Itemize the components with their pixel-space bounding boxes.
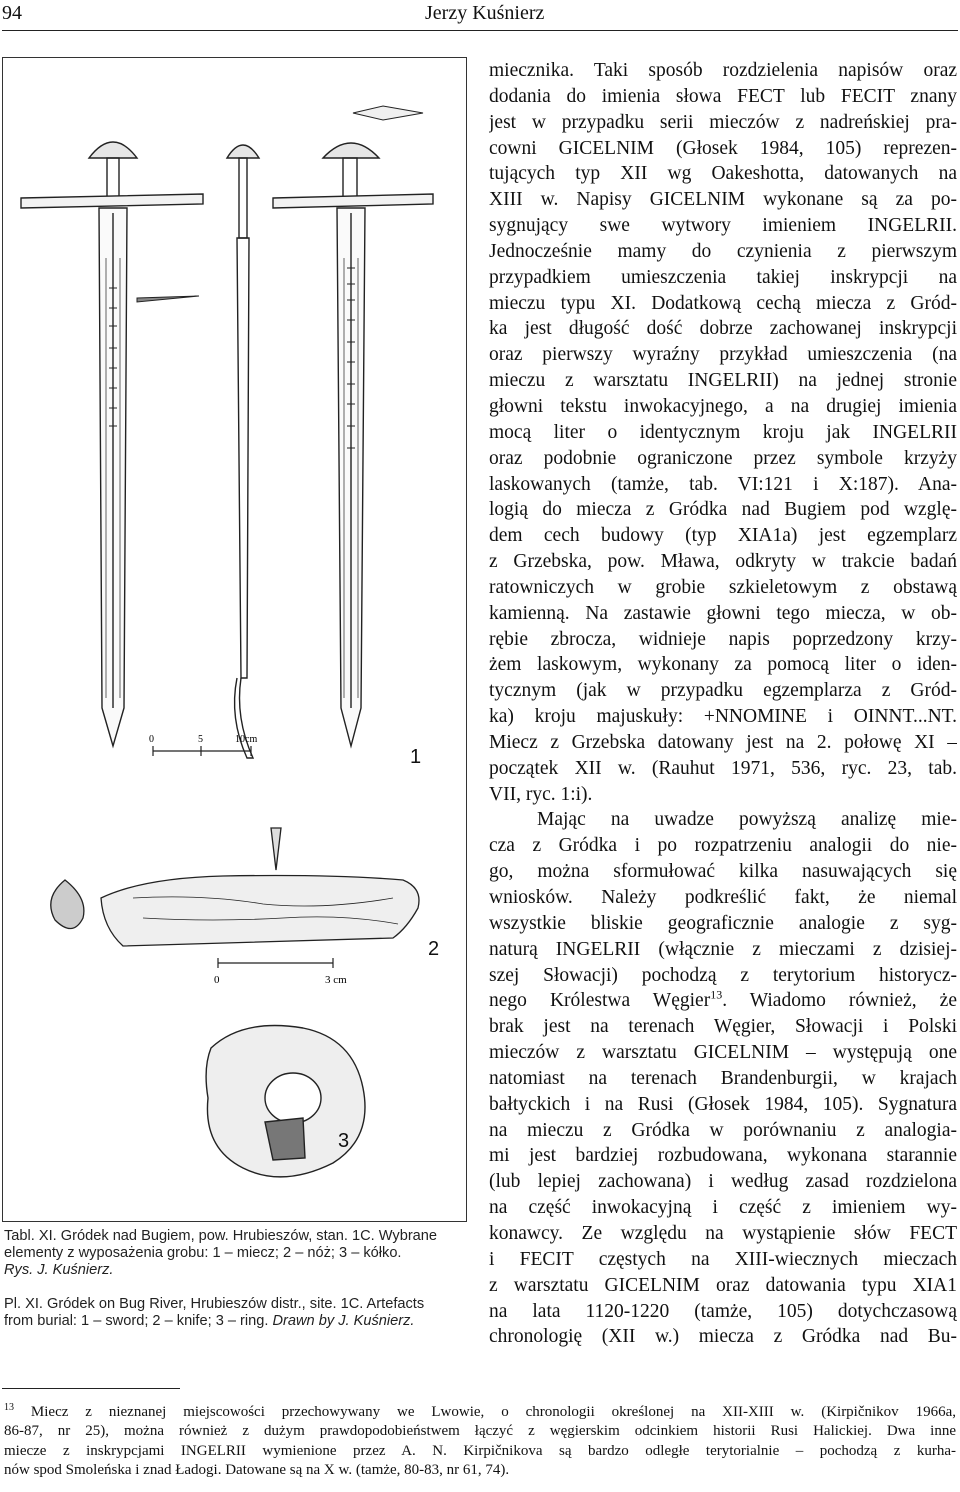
body-line: kamienną. Na zastawie głowni tego miecza, w ob-: [489, 602, 957, 624]
body-line: mi jest bardziej rozbudowana, wykonana starannie: [489, 1145, 957, 1167]
sword-drawing-left: [21, 142, 203, 746]
footnote-number: 13: [4, 1403, 14, 1413]
body-line: brak jest na terenach Węgier, Słowacji i Polski: [489, 1016, 957, 1038]
body-line: ratowniczych w grobie szkieletowym z obstawą: [489, 576, 957, 598]
body-line: ka) kroju majuskuły: +NNOMINE i OINNT...NT.: [489, 706, 957, 728]
scale-bar-knife: [218, 958, 333, 968]
footnote-rule: [2, 1388, 180, 1389]
figure-plate: [2, 57, 467, 1222]
artefact-drawings: [3, 58, 468, 1223]
ring-drawing: [206, 1026, 365, 1177]
body-line: mocą liter o identycznym kroju jak INGELRII: [489, 421, 957, 443]
body-line: Jednocześnie mamy do czynienia z pierwszym: [489, 240, 957, 262]
body-line: konawcy. Ze względu na wystąpienie słów FECT: [489, 1222, 957, 1244]
figure-caption-polish: [4, 1228, 464, 1279]
body-line: XIII w. Napisy GICELNIM wykonane są za po-: [489, 189, 957, 211]
body-line: rębie zbrocza, widnieje napis poprzedzony krzy-: [489, 628, 957, 650]
figure-label-3: 3: [338, 1130, 350, 1152]
body-text-column: [489, 58, 957, 1350]
body-line: Miecz z Grzebska datowany jest na 2. połowę XI –: [489, 731, 957, 753]
knife-drawing: [51, 828, 419, 946]
caption-pl-credit: Rys. J. Kuśnierz.: [4, 1262, 114, 1278]
body-line: żem laskowym, wykonany za pomocą liter o iden-: [489, 654, 957, 676]
footnote-line: nów spod Smoleńska i znad Ładogi. Datowane są na X w. (tamże, 80-83, nr 61, 74).: [4, 1461, 510, 1478]
body-line: bałtyckich i na Rusi (Głosek 1984, 105). Sygnatura: [489, 1093, 957, 1115]
body-line: naturą INGELRII (włącznie z mieczami z dzisiej-: [489, 938, 957, 960]
body-line: mieczu z warsztatu INGELRII) na jednej stronie: [489, 370, 957, 392]
body-line: dem cech budowy (typ XIA1a) jest egzemplarz: [489, 525, 957, 547]
body-line: chronologię (XII w.) miecza z Gródka nad Bu-: [489, 1326, 957, 1348]
body-line: cowni GICELNIM (Głosek 1984, 105) reprezen-: [489, 137, 957, 159]
body-line: cza z Gródka i po rozpatrzeniu analogii do nie-: [489, 835, 957, 857]
scale-bar-sword: [153, 746, 251, 756]
body-line: (lub lepiej zachowana) i według zasad rozdzielona: [489, 1171, 957, 1193]
running-header-author: Jerzy Kuśnierz: [425, 2, 545, 24]
body-line: z Grzebska, pow. Mława, odkryty w trakcie badań: [489, 551, 957, 573]
sword-drawing-edge: [227, 145, 259, 758]
body-line: go, można sformułować kilka nasuwających się: [489, 861, 957, 883]
caption-pl-line: Tabl. XI. Gródek nad Bugiem, pow. Hrubieszów, stan. 1C. Wybrane: [4, 1228, 438, 1244]
body-line: laskowanych (tamże, tab. VI:121 i X:187). Ana-: [489, 473, 957, 495]
body-line: tycznym (jak w przypadku egzemplarza z Gród-: [489, 680, 957, 702]
figure-label-2: 2: [428, 938, 440, 960]
body-line: przypadkiem umieszczenia takiej inskrypcji na: [489, 266, 957, 288]
pommel-section: [353, 106, 423, 120]
body-line: głowni tekstu inwokacyjnego, a na drugiej imienia: [489, 395, 957, 417]
body-line: mieczów z warsztatu GICELNIM – występują one: [489, 1042, 957, 1064]
footnote-13: [4, 1403, 956, 1480]
figure-caption-english: [4, 1296, 464, 1330]
caption-pl-line: elementy z wyposażenia grobu: 1 – miecz; 2 – nóż; 3 – kółko.: [4, 1245, 402, 1261]
blade-section: [137, 296, 199, 302]
header-rule: [2, 30, 958, 31]
body-line: wszystkie bliskie geograficznie analogie z syg-: [489, 912, 957, 934]
scale-label-10cm: 10cm: [235, 734, 258, 745]
body-line: na lata 1120-1220 (tamże, 105) dotychczasową: [489, 1300, 957, 1322]
body-line: szej Słowacji) pochodzą z terytorium historycz-: [489, 964, 957, 986]
body-line: i FECIT częstych na XIII-wiecznych mieczach: [489, 1248, 957, 1270]
figure-label-1: 1: [410, 746, 422, 768]
body-line-with-footnote-ref: nego Królestwa Węgier$^{13}$. Wiadomo również, że: [489, 988, 957, 1012]
body-line: dodania do imienia słowa FECT lub FECIT znany: [489, 85, 957, 107]
body-line: oraz pierwszy wyraźny przykład umieszczenia (na: [489, 344, 957, 366]
body-line: na mieczu z Gródka w porównaniu z analogia-: [489, 1119, 957, 1141]
scale-label-knife-0: 0: [214, 974, 220, 986]
body-line: sygnujący swe wytwory imieniem INGELRII.: [489, 215, 957, 237]
footnote-line: 86-87, nr 25), można również z dużym prawdopodobieństwem łączyć z węgierskim odcinkiem historii Rusi Halickiej. Dwa inne: [4, 1423, 956, 1440]
caption-en-credit: Drawn by J. Kuśnierz.: [272, 1313, 415, 1329]
scale-label-5: 5: [198, 734, 203, 745]
body-line: ka jest długość dość dobrze zachowanej inskrypcji: [489, 318, 957, 340]
caption-en-line: Pl. XI. Gródek on Bug River, Hrubieszów distr., site. 1C. Artefacts: [4, 1296, 425, 1312]
scale-label-knife-3cm: 3 cm: [325, 974, 347, 986]
footnote-line: $^{13}$ Miecz z nieznanej miejscowości przechowywany we Lwowie, o chronologii określonej na XII-XIII w. (Kirpičnikov 1966a,: [4, 1403, 956, 1420]
body-line: z warsztatu GICELNIM oraz datowania typu XIA1: [489, 1274, 957, 1296]
sword-drawing-right: [273, 143, 433, 746]
body-line: mieczu typu XI. Dodatkową cechą miecza z Gród-: [489, 292, 957, 314]
body-line: natomiast na terenach Brandenburgii, w krajach: [489, 1067, 957, 1089]
body-line: jest w przypadku serii mieczów z nadreńskiej pra-: [489, 111, 957, 133]
page-number: 94: [2, 2, 22, 24]
body-line: oraz podobnie ograniczone przez symbole krzyży: [489, 447, 957, 469]
body-line: na część inwokacyjną i część z imieniem wy-: [489, 1197, 957, 1219]
body-line: VII, ryc. 1:i).: [489, 783, 593, 805]
body-line: początek XII w. (Rauhut 1971, 536, ryc. 23, tab.: [489, 757, 957, 779]
caption-en-line-last: from burial: 1 – sword; 2 – knife; 3 – ring. Drawn by J. Kuśnierz.: [4, 1313, 415, 1329]
body-line: wniosków. Należy podkreślić fakt, że niemal: [489, 887, 957, 908]
footnote-reference[interactable]: 13: [710, 988, 723, 1002]
body-line: logią do miecza z Gródka nad Bugiem pod wzglę-: [489, 499, 957, 521]
scale-label-0: 0: [149, 734, 154, 745]
body-line: Mając na uwadze powyższą analizę mie-: [537, 809, 957, 831]
body-line: tujących typ XII wg Oakeshotta, datowanych na: [489, 163, 957, 185]
footnote-line: miecze z inskrypcjami INGELRII wymienione przez A. N. Kirpičnikova są bardzo odległe terytorialnie – pochodzą z kurha-: [4, 1442, 956, 1459]
body-line: miecznika. Taki sposób rozdzielenia napisów oraz: [489, 60, 957, 81]
